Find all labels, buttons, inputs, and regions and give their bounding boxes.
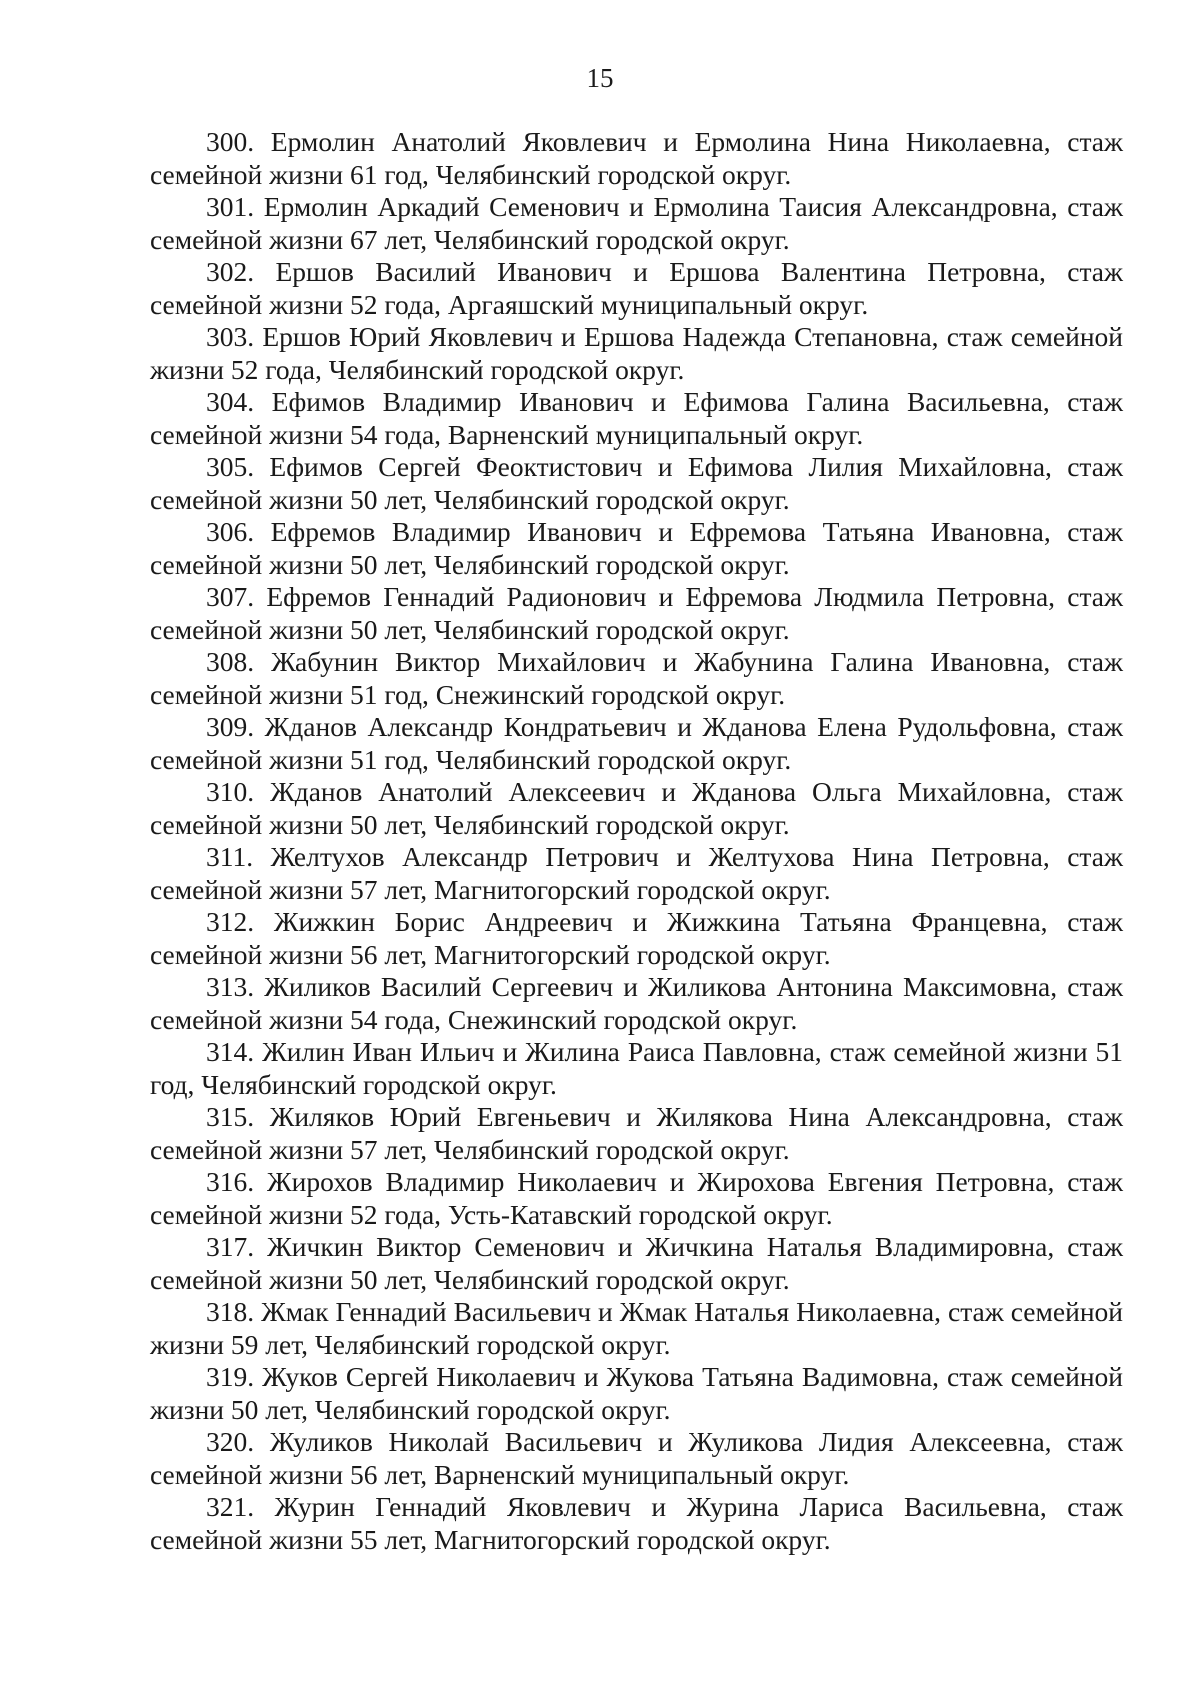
list-item-text: Ефремов Геннадий Радионович и Ефремова Людмила Петровна, стаж семейной жизни 50 лет, Челябинский городской округ.	[150, 581, 1123, 645]
list-item-text: Жуков Сергей Николаевич и Жукова Татьяна Вадимовна, стаж семейной жизни 50 лет, Челябинский городской округ.	[150, 1361, 1123, 1425]
list-item-number: 304.	[206, 386, 255, 417]
list-item	[150, 1036, 1123, 1101]
list-item	[150, 646, 1123, 711]
list-item-text: Жичкин Виктор Семенович и Жичкина Наталья Владимировна, стаж семейной жизни 50 лет, Челябинский городской округ.	[150, 1231, 1123, 1295]
list-item	[150, 386, 1123, 451]
list-item	[150, 1231, 1123, 1296]
list-item	[150, 1361, 1123, 1426]
list-item	[150, 321, 1123, 386]
list-item-number: 308.	[206, 646, 255, 677]
list-item-text: Жабунин Виктор Михайлович и Жабунина Галина Ивановна, стаж семейной жизни 51 год, Снежинский городской округ.	[150, 646, 1124, 710]
list-item-number: 300.	[206, 126, 255, 157]
list-item	[150, 451, 1123, 516]
list-item-text: Ермолин Аркадий Семенович и Ермолина Таисия Александровна, стаж семейной жизни 67 лет, Челябинский городской округ.	[150, 191, 1123, 255]
list-item-number: 320.	[206, 1426, 255, 1457]
list-item-text: Ершов Василий Иванович и Ершова Валентина Петровна, стаж семейной жизни 52 года, Аргаяшский муниципальный округ.	[150, 256, 1124, 320]
award-list	[150, 126, 1123, 1556]
list-item-text: Жилин Иван Ильич и Жилина Раиса Павловна, стаж семейной жизни 51 год, Челябинский городской округ.	[150, 1036, 1124, 1100]
list-item	[150, 1426, 1123, 1491]
list-item	[150, 256, 1123, 321]
list-item-number: 310.	[206, 776, 255, 807]
list-item-text: Жирохов Владимир Николаевич и Жирохова Евгения Петровна, стаж семейной жизни 52 года, Усть-Катавский городской округ.	[150, 1166, 1123, 1230]
list-item-number: 313.	[206, 971, 255, 1002]
list-item-text: Жуликов Николай Васильевич и Жуликова Лидия Алексеевна, стаж семейной жизни 56 лет, Варненский муниципальный округ.	[150, 1426, 1123, 1490]
list-item-number: 305.	[206, 451, 255, 482]
list-item-text: Ефремов Владимир Иванович и Ефремова Татьяна Ивановна, стаж семейной жизни 50 лет, Челябинский городской округ.	[150, 516, 1123, 580]
list-item	[150, 516, 1123, 581]
list-item	[150, 1166, 1123, 1231]
list-item-number: 307.	[206, 581, 255, 612]
list-item-text: Жмак Геннадий Васильевич и Жмак Наталья Николаевна, стаж семейной жизни 59 лет, Челябинский городской округ.	[150, 1296, 1123, 1360]
list-item-text: Ефимов Владимир Иванович и Ефимова Галина Васильевна, стаж семейной жизни 54 года, Варненский муниципальный округ.	[150, 386, 1123, 450]
list-item-number: 321.	[206, 1491, 255, 1522]
list-item-text: Жданов Анатолий Алексеевич и Жданова Ольга Михайловна, стаж семейной жизни 50 лет, Челябинский городской округ.	[150, 776, 1124, 840]
list-item	[150, 1491, 1123, 1556]
list-item-number: 309.	[206, 711, 255, 742]
list-item	[150, 776, 1123, 841]
list-item-number: 303.	[206, 321, 255, 352]
list-item-number: 311.	[206, 841, 254, 872]
list-item	[150, 906, 1123, 971]
list-item-number: 306.	[206, 516, 255, 547]
list-item-text: Жижкин Борис Андреевич и Жижкина Татьяна Францевна, стаж семейной жизни 56 лет, Магнитогорский городской округ.	[150, 906, 1124, 970]
list-item-number: 315.	[206, 1101, 255, 1132]
list-item-number: 312.	[206, 906, 255, 937]
list-item	[150, 191, 1123, 256]
list-item-number: 314.	[206, 1036, 255, 1067]
list-item-number: 316.	[206, 1166, 255, 1197]
list-item	[150, 126, 1123, 191]
list-item-number: 318.	[206, 1296, 255, 1327]
list-item-text: Журин Геннадий Яковлевич и Журина Лариса Васильевна, стаж семейной жизни 55 лет, Магнитогорский городской округ.	[150, 1491, 1123, 1555]
list-item	[150, 971, 1123, 1036]
list-item	[150, 1101, 1123, 1166]
list-item-number: 319.	[206, 1361, 255, 1392]
list-item-number: 302.	[206, 256, 255, 287]
list-item	[150, 711, 1123, 776]
list-item-text: Жданов Александр Кондратьевич и Жданова Елена Рудольфовна, стаж семейной жизни 51 год, Челябинский городской округ.	[150, 711, 1123, 775]
list-item-text: Ермолин Анатолий Яковлевич и Ермолина Нина Николаевна, стаж семейной жизни 61 год, Челябинский городской округ.	[150, 126, 1124, 190]
list-item	[150, 841, 1123, 906]
list-item	[150, 581, 1123, 646]
list-item-text: Ершов Юрий Яковлевич и Ершова Надежда Степановна, стаж семейной жизни 52 года, Челябинский городской округ.	[150, 321, 1124, 385]
list-item-text: Жиляков Юрий Евгеньевич и Жилякова Нина Александровна, стаж семейной жизни 57 лет, Челябинский городской округ.	[150, 1101, 1124, 1165]
list-item-number: 317.	[206, 1231, 255, 1262]
list-item-number: 301.	[206, 191, 255, 222]
page-number: 15	[586, 63, 614, 93]
list-item-text: Жиликов Василий Сергеевич и Жиликова Антонина Максимовна, стаж семейной жизни 54 года, Снежинский городской округ.	[150, 971, 1124, 1035]
list-item	[150, 1296, 1123, 1361]
list-item-text: Желтухов Александр Петрович и Желтухова Нина Петровна, стаж семейной жизни 57 лет, Магнитогорский городской округ.	[150, 841, 1123, 905]
list-item-text: Ефимов Сергей Феоктистович и Ефимова Лилия Михайловна, стаж семейной жизни 50 лет, Челябинский городской округ.	[150, 451, 1123, 515]
